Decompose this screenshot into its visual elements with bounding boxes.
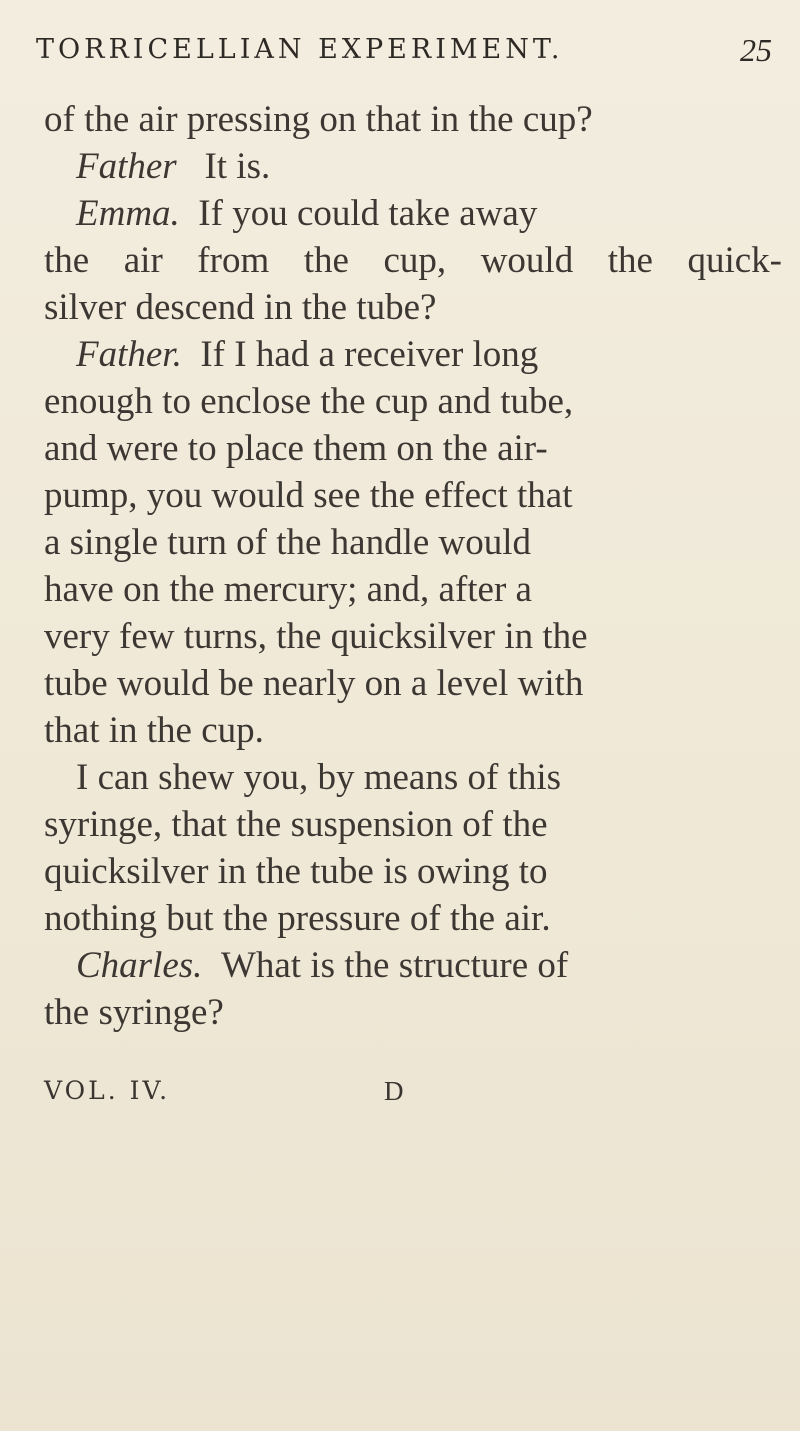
page-number: 25 (740, 32, 772, 68)
body-text (44, 96, 784, 1036)
text-line: very few turns, the quicksilver in the (44, 616, 588, 657)
text-line: silver descend in the tube? (44, 287, 437, 328)
running-head (36, 34, 772, 74)
running-title: TORRICELLIAN EXPERIMENT. (36, 34, 564, 65)
text-line: I can shew you, by means of this (76, 757, 562, 798)
text-line: that in the cup. (44, 710, 264, 751)
page-footer (44, 1076, 524, 1116)
text-line: and were to place them on the air- (44, 428, 548, 469)
dialogue-line: Father It is. (76, 146, 271, 187)
text-line: nothing but the pressure of the air. (44, 898, 551, 939)
signature-mark: D (384, 1076, 404, 1106)
speaker-name: Emma. (76, 193, 180, 234)
text-line: enough to enclose the cup and tube, (44, 381, 574, 422)
text-line: have on the mercury; and, after a (44, 569, 532, 610)
text-line: the air from the cup, would the quick- (44, 240, 782, 281)
dialogue-line: Charles. What is the structure of (76, 945, 569, 986)
text-line: a single turn of the handle would (44, 522, 532, 563)
text-line: pump, you would see the effect that (44, 475, 573, 516)
text-line: quicksilver in the tube is owing to (44, 851, 548, 892)
speaker-name: Charles. (76, 945, 203, 986)
text-line: tube would be nearly on a level with (44, 663, 584, 704)
text-line: the syringe? (44, 992, 224, 1033)
dialogue-line: Father. If I had a receiver long (76, 334, 539, 375)
speaker-name: Father. (76, 334, 182, 375)
dialogue-line: Emma. If you could take away (76, 193, 538, 234)
speaker-name: Father (76, 146, 177, 187)
text-line: of the air pressing on that in the cup? (44, 99, 593, 140)
text-line: syringe, that the suspension of the (44, 804, 548, 845)
volume-label: VOL. IV. (44, 1076, 171, 1105)
